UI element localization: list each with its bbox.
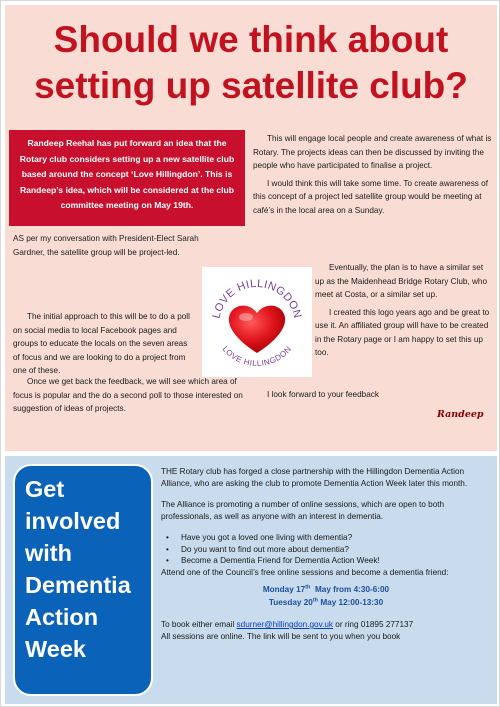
- booking-email-link[interactable]: sdurner@hillingdon.gov.uk: [236, 620, 334, 629]
- paragraph: This will engage local people and create awareness of what is Rotary. The projects ideas can then be discussed by inviting the people who have participated to finalise a project.: [253, 134, 492, 170]
- date-suffix: th: [312, 596, 319, 603]
- paragraph: The Alliance is promoting a number of online sessions, which are open to both professionals, as well as anyone with an interest in dementia.: [161, 500, 445, 521]
- left-column-lower: [13, 375, 247, 420]
- right-column-lower: [267, 388, 487, 406]
- booking-line: [161, 619, 491, 631]
- headline-line-1: Should we think about: [53, 19, 449, 60]
- booking-prefix: To book either email: [161, 620, 237, 629]
- closing-line: All sessions are online. The link will be sent to you when you book: [161, 631, 401, 641]
- right-column-middle: [315, 261, 493, 364]
- paragraph: Attend one of the Council’s free online sessions and become a dementia friend:: [161, 567, 449, 577]
- date-day: Monday 17: [262, 585, 306, 594]
- paragraph: I look forward to your feedback: [267, 390, 379, 399]
- question-list: [161, 532, 491, 567]
- satellite-club-article: [5, 5, 497, 451]
- date-day: Tuesday 20: [268, 597, 313, 607]
- date-time: May 12:00-13:30: [318, 597, 384, 607]
- logo-text-top: LOVE HILLINGDON: [210, 277, 304, 320]
- dementia-title-box: [13, 464, 153, 696]
- list-item: • Become a Dementia Friend for Dementia Action Week!: [161, 555, 491, 567]
- left-column-upper: [13, 232, 208, 263]
- intro-box: Randeep Reehal has put forward an idea that the Rotary club considers setting up a new satellite club based around the concept ‘Love Hillingdon’. This is Randeep’s idea, which will be considered at the club committee meeting on May 19th.: [9, 130, 245, 226]
- paragraph: The initial approach to this will be to do a poll on social media to local Facebook pages and groups to educate the locals on the seven areas of focus and we are looking to do a project from one of these.: [13, 312, 190, 375]
- dementia-body-text: [161, 466, 491, 642]
- paragraph: I created this logo years ago and be great to use it. An affiliated group will have to be created in the Rotary page or I am happy to set this up too.: [315, 307, 490, 357]
- paragraph: THE Rotary club has forged a close partnership with the Hillingdon Dementia Action Alliance, who are asking the club to promote Dementia Action Week later this month.: [161, 467, 468, 488]
- headline-line-2: setting up satellite club?: [34, 65, 468, 106]
- title-line: Get: [25, 476, 65, 502]
- list-item: • Do you want to find out more about dementia?: [161, 544, 491, 556]
- title-line: involved: [25, 508, 121, 534]
- session-date-1: [161, 584, 491, 597]
- paragraph: Once we get back the feedback, we will see which area of focus is popular and the do a second poll to those interested on suggestion of ideas of projects.: [13, 377, 243, 413]
- title-line: Action: [25, 604, 99, 630]
- heart-icon: [229, 306, 285, 353]
- date-time: May from 4:30-6:00: [310, 585, 390, 594]
- date-suffix: th: [305, 584, 311, 591]
- paragraph: Eventually, the plan is to have a similar set up as the Maidenhead Bridge Rotary Club, who meet at Costa, or a similar set up.: [315, 263, 488, 299]
- session-dates: [161, 584, 491, 609]
- paragraph: AS per my conversation with President-Elect Sarah Gardner, the satellite group will be project-led.: [13, 234, 199, 257]
- logo-text-bottom: LOVE HILLINGDON: [220, 344, 294, 369]
- list-item: • Have you got a loved one living with dementia?: [161, 532, 491, 544]
- article-headline: [5, 17, 497, 109]
- signature: Randeep: [437, 409, 484, 420]
- love-hillingdon-logo: [202, 267, 312, 377]
- title-line: with: [25, 540, 72, 566]
- title-line: Week: [25, 636, 86, 662]
- title-line: Dementia: [25, 572, 131, 598]
- right-column-upper: [253, 132, 493, 221]
- booking-phone: or ring 01895 277137: [333, 620, 414, 629]
- left-column-middle: [13, 310, 196, 382]
- session-date-2: [161, 597, 491, 610]
- dementia-action-week-section: [5, 456, 497, 704]
- paragraph: I would think this will take some time. To create awareness of this concept of a project led satellite group would be meeting at café’s in the local area on a Sunday.: [253, 178, 489, 215]
